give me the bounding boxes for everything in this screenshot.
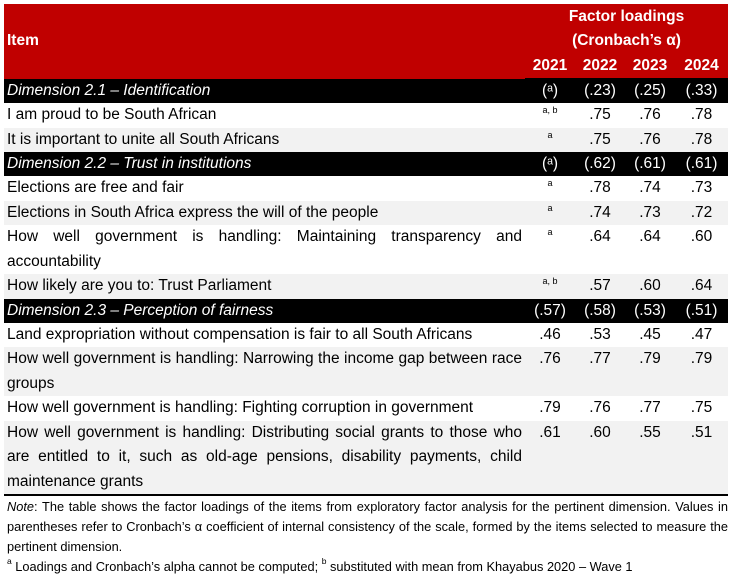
dimension-row — [4, 152, 728, 176]
cronbach-alpha-cell: (.33) — [675, 79, 728, 104]
header-row — [4, 4, 728, 29]
cronbach-alpha-header: (Cronbach’s α) — [525, 29, 728, 53]
loading-cell — [525, 128, 575, 153]
table-note — [4, 495, 728, 557]
loading-cell: .75 — [589, 106, 611, 123]
footnote-a-mark: a — [7, 556, 12, 566]
table-row — [4, 176, 728, 201]
item-label: How well government is handling: Maintaining transparency and accountability — [7, 228, 522, 270]
item-label: Land expropriation without compensation is fair to all South Africans — [7, 325, 473, 343]
dimension-title: Dimension 2.3 – Perception of fairness — [4, 299, 525, 323]
table-footnote — [4, 557, 728, 577]
year-header-2021: 2021 — [525, 53, 575, 79]
item-label: It is important to unite all South Africans — [4, 128, 525, 153]
loading-cell: .76 — [589, 399, 611, 416]
loading-cell: .60 — [575, 421, 625, 495]
footnote-b-text: substituted with mean from Khayabus 2020 – Wave 1 — [326, 559, 633, 574]
item-label: Elections are free and fair — [7, 179, 184, 196]
footnote-marker: a — [547, 129, 553, 140]
factor-loadings-title: Factor loadings — [568, 8, 685, 25]
loading-cell — [525, 103, 575, 128]
factor-loadings-header — [525, 4, 728, 29]
cronbach-alpha-cell: (.51) — [675, 299, 728, 323]
loading-cell — [525, 274, 575, 299]
loading-cell: .73 — [690, 179, 713, 196]
item-label: Elections in South Africa express the will of the people — [4, 201, 525, 226]
table-row — [4, 396, 728, 421]
item-label: How well government is handling: Distributing social grants to those who are entitled to it, such as old-age pensions, disability payments, child maintenance grants — [4, 421, 525, 495]
loading-cell: .61 — [525, 421, 575, 495]
table-row — [4, 421, 728, 495]
loading-cell: .74 — [575, 201, 625, 226]
loading-cell: .76 — [525, 347, 575, 396]
loading-cell: .78 — [690, 106, 713, 123]
loading-cell: .72 — [675, 201, 728, 226]
loading-cell — [525, 225, 575, 274]
dimension-title: Dimension 2.2 – Trust in institutions — [4, 152, 525, 176]
footnote-marker: a, b — [542, 105, 558, 115]
loading-cell: .74 — [639, 179, 661, 196]
note-text: : The table shows the factor loadings of the items from exploratory factor analysis for the pertinent dimension. Values in parentheses refer to Cronbach’s α coefficient of internal consistency of the scale, formed by the items selected to measure the pertinent dimension. — [7, 499, 728, 554]
note-label: Note — [7, 499, 35, 514]
loading-cell: .46 — [539, 325, 561, 343]
factor-loadings-table — [4, 4, 728, 495]
table-row — [4, 225, 728, 274]
loading-cell — [525, 201, 575, 226]
dimension-title: Dimension 2.1 – Identification — [4, 79, 525, 104]
cronbach-alpha-cell: (.58) — [575, 299, 625, 323]
footnote-marker: a — [547, 202, 553, 213]
footnote-marker: a — [547, 227, 553, 237]
footnote-a-text: Loadings and Cronbach’s alpha cannot be computed; — [11, 559, 322, 574]
cronbach-alpha-cell: (.62) — [575, 152, 625, 176]
year-header-2024: 2024 — [675, 53, 728, 79]
loading-cell: .57 — [575, 274, 625, 299]
item-column-header: Item — [4, 4, 525, 79]
loading-cell: .73 — [625, 201, 675, 226]
loading-cell: .79 — [675, 347, 728, 396]
loading-cell: .60 — [690, 228, 713, 245]
table-row — [4, 103, 728, 128]
loading-cell: .77 — [575, 347, 625, 396]
cronbach-alpha-cell: (.61) — [675, 152, 728, 176]
loading-cell: .76 — [639, 106, 661, 123]
year-header-2023: 2023 — [625, 53, 675, 79]
table-row — [4, 201, 728, 226]
cronbach-alpha-cell: (ᵃ) — [525, 79, 575, 104]
loading-cell: .78 — [589, 179, 611, 196]
footnote-marker: a, b — [542, 276, 558, 286]
loading-cell: .51 — [675, 421, 728, 495]
table-row — [4, 128, 728, 153]
footnote-b-mark: b — [321, 556, 327, 566]
cronbach-alpha-cell: (ᵃ) — [525, 152, 575, 176]
table-row — [4, 323, 728, 348]
factor-loadings-table-container — [4, 4, 728, 577]
loading-cell: .77 — [639, 399, 661, 416]
item-label: How well government is handling: Narrowing the income gap between race groups — [4, 347, 525, 396]
loading-cell: .76 — [625, 128, 675, 153]
loading-cell: .75 — [575, 128, 625, 153]
loading-cell: .55 — [625, 421, 675, 495]
loading-cell: .53 — [589, 325, 611, 343]
loading-cell: .79 — [539, 399, 561, 416]
dimension-row — [4, 299, 728, 323]
loading-cell: .45 — [639, 325, 661, 343]
loading-cell: .78 — [675, 128, 728, 153]
dimension-row — [4, 79, 728, 104]
table-row — [4, 347, 728, 396]
loading-cell: .60 — [625, 274, 675, 299]
loading-cell: .75 — [690, 399, 713, 416]
loading-cell: .64 — [675, 274, 728, 299]
loading-cell: .47 — [690, 325, 713, 343]
loading-cell: .64 — [589, 228, 611, 245]
item-label: How well government is handling: Fighting corruption in government — [7, 399, 474, 416]
loading-cell: .64 — [639, 228, 661, 245]
cronbach-alpha-cell: (.23) — [575, 79, 625, 104]
footnote-marker: a — [547, 178, 553, 188]
cronbach-alpha-cell: (.61) — [625, 152, 675, 176]
cronbach-alpha-cell: (.53) — [625, 299, 675, 323]
table-row — [4, 274, 728, 299]
loading-cell: .79 — [625, 347, 675, 396]
cronbach-alpha-cell: (.25) — [625, 79, 675, 104]
cronbach-alpha-cell: (.57) — [525, 299, 575, 323]
year-header-2022: 2022 — [575, 53, 625, 79]
loading-cell — [525, 176, 575, 201]
item-label: I am proud to be South African — [7, 106, 217, 123]
item-label: How likely are you to: Trust Parliament — [4, 274, 525, 299]
